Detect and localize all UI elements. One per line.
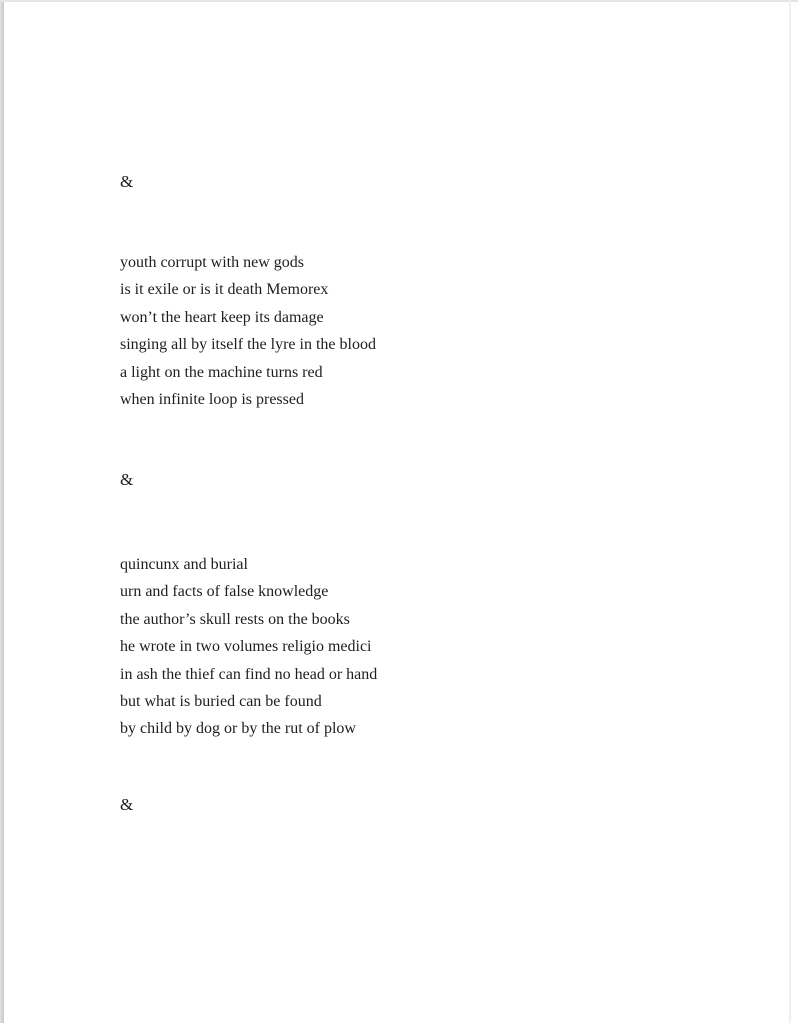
page-left-edge-divider [0,0,4,1023]
stanza-1 [120,249,376,413]
poem-line: youth corrupt with new gods [120,254,304,271]
poem-line: singing all by itself the lyre in the blood [120,336,376,354]
stanza-2 [120,551,377,743]
poem-line: but what is buried can be found [120,693,322,711]
poem-line: won’t the heart keep its damage [120,308,324,326]
section-marker-1: & [120,172,134,191]
poem-line: in ash the thief can find no head or hand [120,665,378,683]
page-right-edge-divider [789,0,791,1023]
poem-line: quincunx and burial [120,556,248,573]
poem-line: urn and facts of false knowledge [120,583,329,601]
poem-line: by child by dog or by the rut of plow [120,720,356,738]
section-marker-2: & [120,470,134,489]
poem-line: a light on the machine turns red [120,363,323,381]
poem-line: the author’s skull rests on the books [120,610,350,628]
poem-line: when infinite loop is pressed [120,391,304,409]
poem-line: is it exile or is it death Memorex [120,281,329,299]
poem-line: he wrote in two volumes religio medici [120,638,372,656]
page-top-edge-divider [0,0,798,2]
section-marker-3: & [120,795,134,814]
